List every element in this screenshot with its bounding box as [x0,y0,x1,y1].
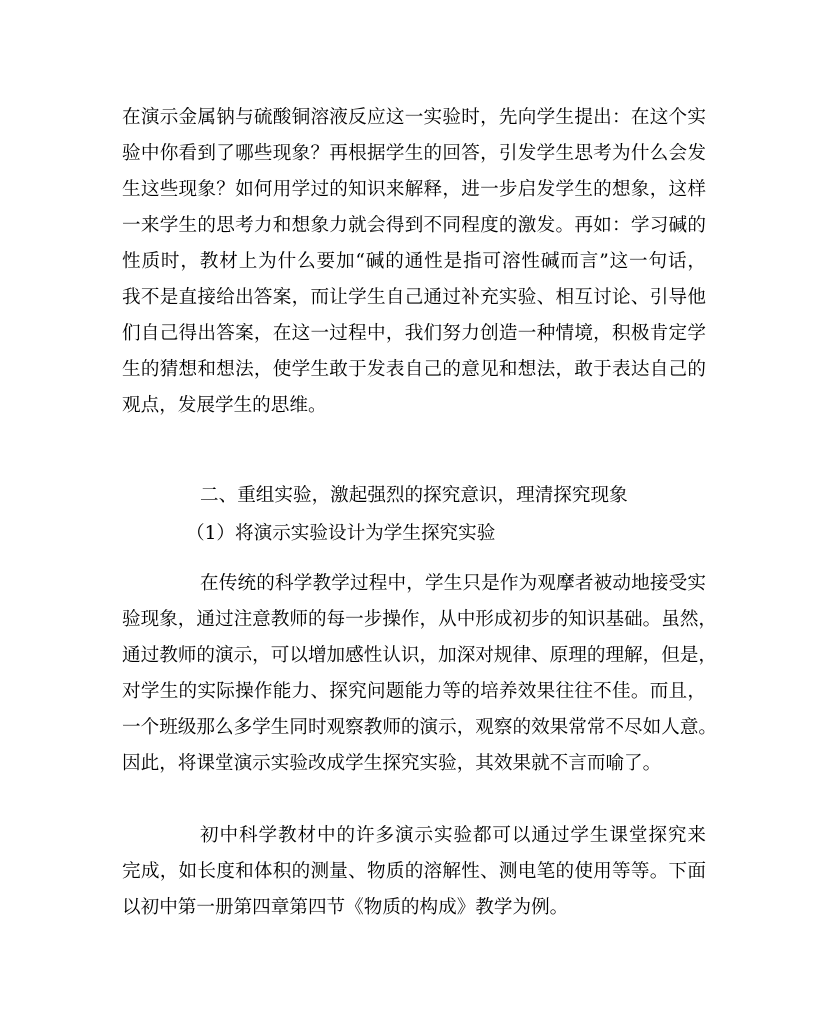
paragraph-1 [122,100,706,424]
subsection-heading: （1）将演示实验设计为学生探究实验 [186,523,496,544]
paragraph-1-line-4: 一来学生的思考力和想象力就会得到不同程度的激发。再如：学习碱的 [122,215,706,236]
paragraph-2-line-5: 一个班级那么多学生同时观察教师的演示，观察的效果常常不尽如人意。 [122,717,718,738]
paragraph-3-line-3: 以初中第一册第四章第四节《物质的构成》教学为例。 [122,897,569,918]
paragraph-3 [122,818,706,926]
paragraph-1-line-6: 我不是直接给出答案，而让学生自己通过补充实验、相互讨论、引导他 [122,287,706,308]
paragraph-1-line-2: 验中你看到了哪些现象？再根据学生的回答，引发学生思考为什么会发 [122,143,706,164]
paragraph-1-line-7: 们自己得出答案，在这一过程中，我们努力创造一种情境，积极肯定学 [122,323,706,344]
paragraph-1-line-3: 生这些现象？如何用学过的知识来解释，进一步启发学生的想象，这样 [122,179,706,200]
paragraph-3-line-2: 完成，如长度和体积的测量、物质的溶解性、测电笔的使用等等。下面 [122,861,706,882]
paragraph-1-line-9: 观点，发展学生的思维。 [122,395,327,416]
paragraph-2 [122,566,718,782]
paragraph-3-line-1: 初中科学教材中的许多演示实验都可以通过学生课堂探究来 [200,825,706,846]
paragraph-1-line-5: 性质时，教材上为什么要加“碱的通性是指可溶性碱而言”这一句话， [122,251,706,272]
paragraph-2-line-1: 在传统的科学教学过程中，学生只是作为观摩者被动地接受实 [200,573,706,594]
paragraph-2-line-3: 通过教师的演示，可以增加感性认识，加深对规律、原理的理解，但是， [122,645,718,666]
paragraph-2-line-4: 对学生的实际操作能力、探究问题能力等的培养效果往往不佳。而且， [122,681,706,702]
section-heading: 二、重组实验，激起强烈的探究意识，理清探究现象 [200,485,628,506]
paragraph-2-line-2: 验现象，通过注意教师的每一步操作，从中形成初步的知识基础。虽然， [122,609,718,630]
paragraph-1-line-8: 生的猜想和想法，使学生敢于发表自己的意见和想法，敢于表达自己的 [122,359,706,380]
paragraph-1-line-1: 在演示金属钠与硫酸铜溶液反应这一实验时，先向学生提出：在这个实 [122,107,706,128]
paragraph-2-line-6: 因此，将课堂演示实验改成学生探究实验，其效果就不言而喻了。 [122,753,662,774]
